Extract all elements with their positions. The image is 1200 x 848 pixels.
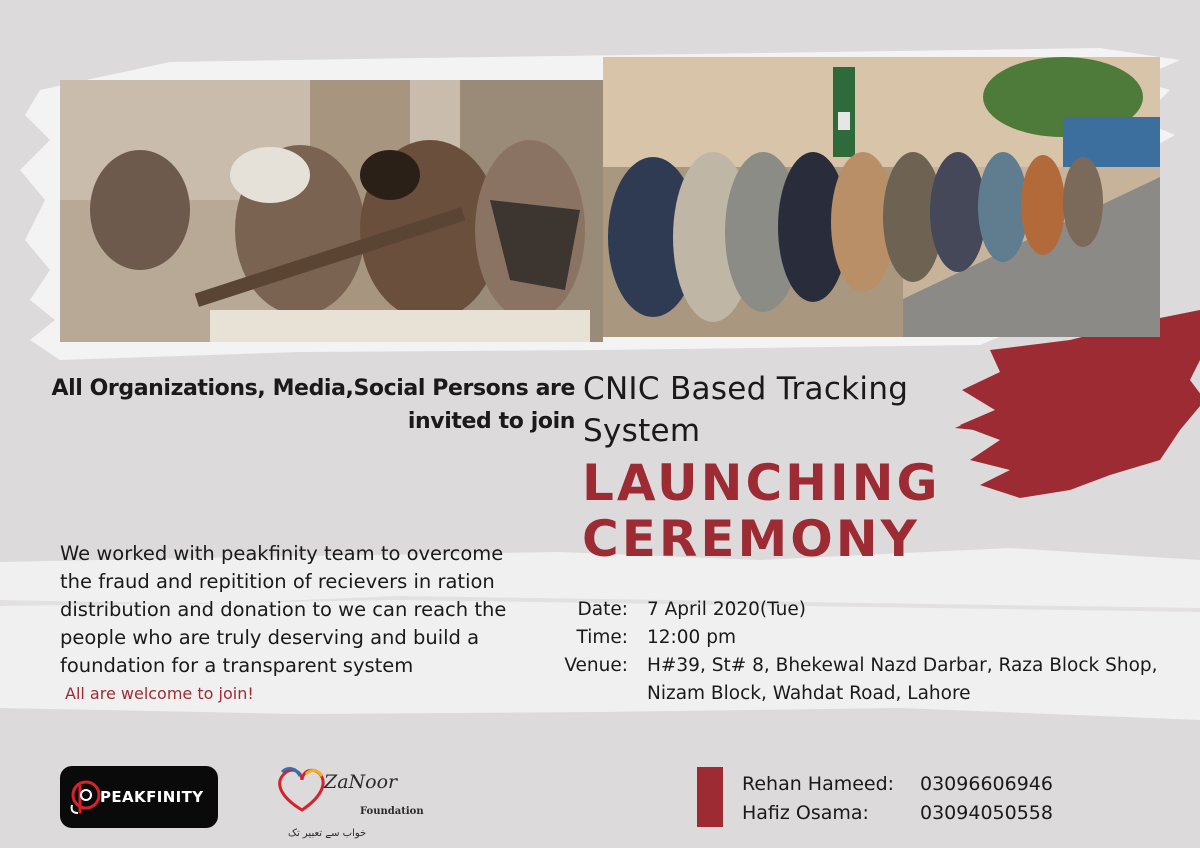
contact-name: Hafiz Osama:: [742, 802, 869, 824]
time-label: Time:: [576, 627, 628, 648]
date-value: 7 April 2020(Tue): [647, 599, 806, 620]
event-details: [550, 596, 1167, 708]
zanoor-foundation: Foundation: [360, 806, 424, 817]
zanoor-name: ZaNoor: [324, 771, 398, 793]
contact-list: [742, 770, 1053, 828]
contact-accent-bar: [697, 767, 723, 827]
zanoor-foundation-logo: [272, 762, 432, 842]
welcome-text: All are welcome to join!: [65, 684, 254, 703]
contact-phone[interactable]: 03094050558: [920, 802, 1053, 824]
contact-row: [742, 770, 1053, 799]
zanoor-tagline: خواب سے تعبیر تک: [288, 828, 367, 839]
peakfinity-wordmark: PEAKFINITY: [100, 788, 204, 806]
title-line-1: LAUNCHING: [582, 454, 941, 512]
description-line: people who are truly deserving and build a: [60, 626, 480, 649]
invitation-line-1: All Organizations, Media,Social Persons are: [51, 376, 575, 401]
description-line: distribution and donation to we can reach the: [60, 598, 507, 621]
invitation-text: [40, 372, 575, 438]
venue-value: [647, 652, 1167, 708]
venue-row: [550, 652, 1167, 708]
event-title: [582, 455, 941, 567]
description-line: We worked with peakfinity team to overcome: [60, 542, 504, 565]
heart-icon: [280, 769, 323, 810]
red-brush-stroke: [950, 310, 1200, 510]
contact-name: Rehan Hameed:: [742, 773, 895, 795]
subtitle-line-2: System: [583, 413, 701, 449]
date-row: [550, 596, 1167, 624]
description-line: foundation for a transparent system: [60, 654, 414, 677]
contact-phone[interactable]: 03096606946: [920, 773, 1053, 795]
venue-line-2: Nizam Block, Wahdat Road, Lahore: [647, 683, 971, 704]
title-line-2: CEREMONY: [582, 510, 920, 568]
time-row: [550, 624, 1167, 652]
date-label: Date:: [577, 599, 628, 620]
event-subtitle: [583, 368, 963, 452]
contact-row: [742, 799, 1053, 828]
queue-photo: [603, 57, 1160, 337]
description-line: the fraud and repitition of recievers in ration: [60, 570, 495, 593]
workers-photo: [60, 80, 603, 342]
peakfinity-logo: [60, 766, 218, 828]
time-value: 12:00 pm: [647, 627, 736, 648]
invitation-line-2: invited to join: [407, 409, 575, 434]
peakfinity-mark-icon: [68, 777, 102, 817]
subtitle-line-1: CNIC Based Tracking: [583, 371, 909, 407]
venue-line-1: H#39, St# 8, Bhekewal Nazd Darbar, Raza Block Shop,: [647, 655, 1158, 676]
venue-label: Venue:: [564, 655, 628, 676]
description: [60, 540, 550, 680]
